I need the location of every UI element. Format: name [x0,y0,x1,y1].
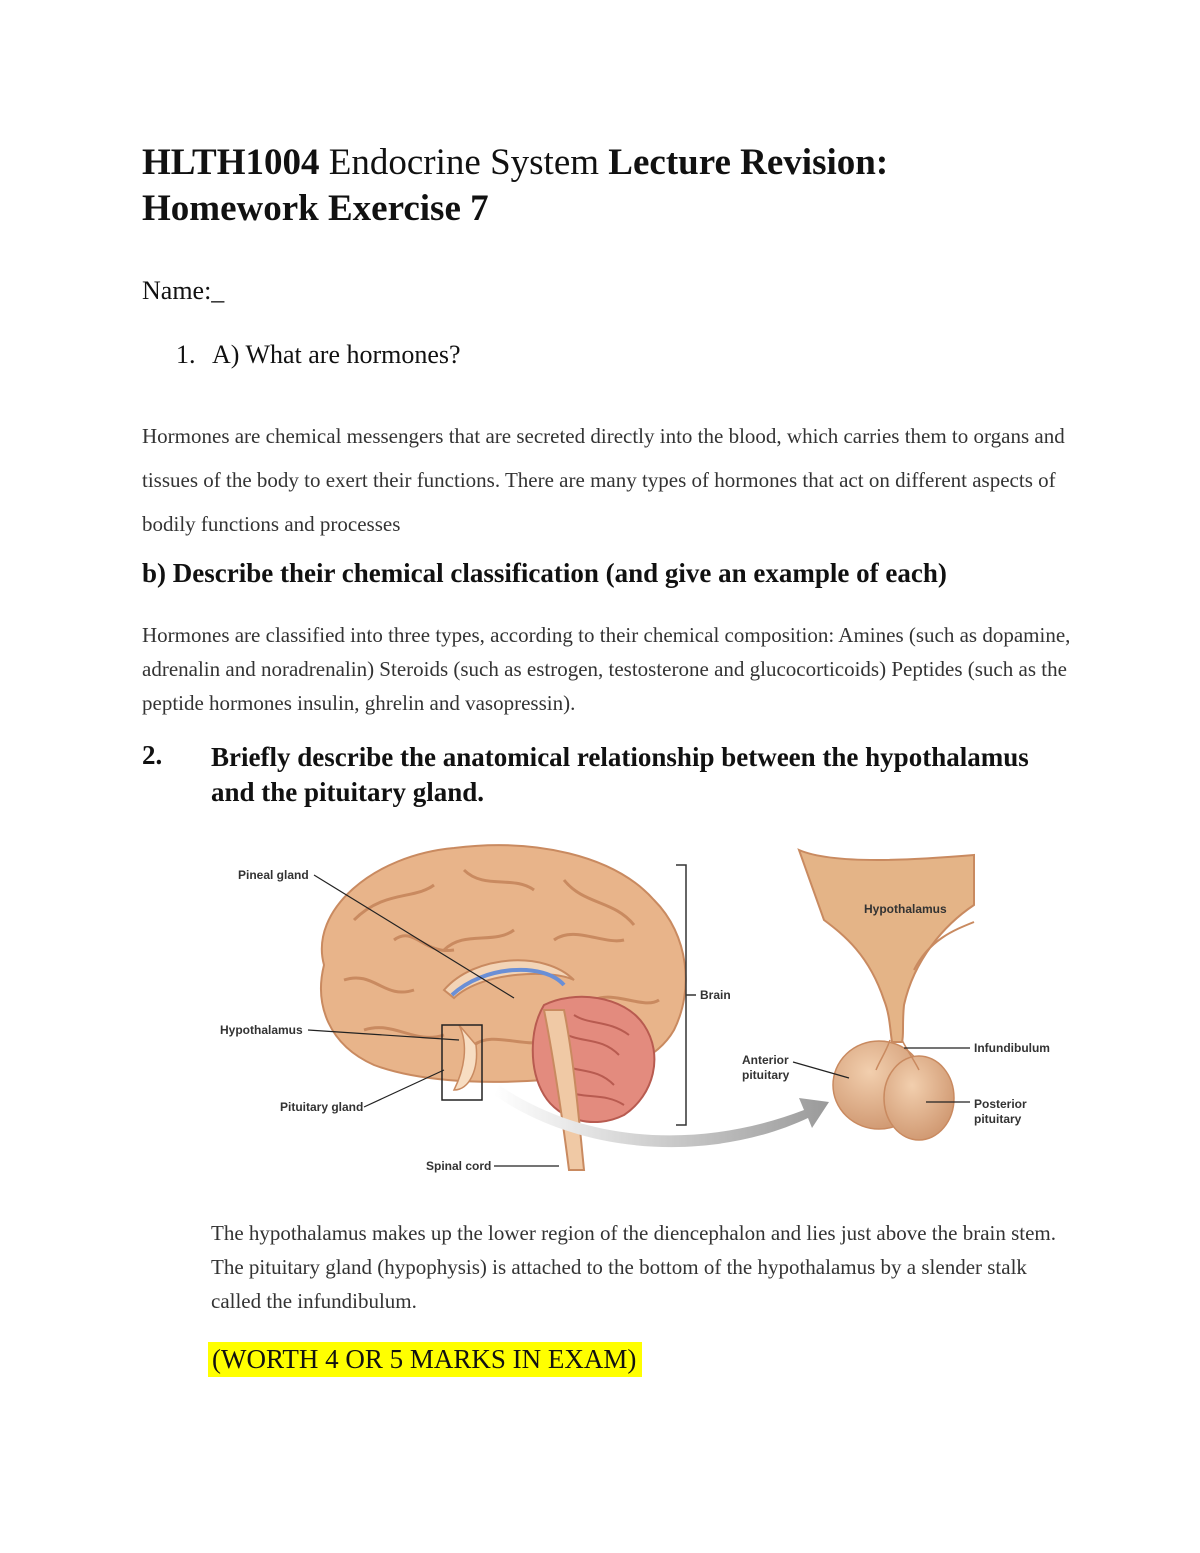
label-anterior: Anterior [742,1053,789,1067]
label-hypothalamus-right: Hypothalamus [864,902,947,916]
page-title [142,140,1102,232]
question-2-number: 2. [142,740,163,770]
answer-1a: Hormones are chemical messengers that are secreted directly into the blood, which carries them to organs and tissues of the body to exert their functions. There are many types of hormones that act on different aspects of bodily functions and processes [142,424,1065,536]
course-code: HLTH1004 [142,142,320,183]
question-1-text: A) What are hormones? [212,340,461,369]
question-1-number: 1. [176,340,196,369]
question-1b: b) Describe their chemical classification (and give an example of each) [142,558,947,588]
label-brain: Brain [700,988,731,1002]
title-part1: Lecture Revision: [608,142,889,183]
brain-illustration [321,845,686,1170]
label-posterior: Posterior [974,1097,1027,1111]
name-field-label: Name:_ [142,276,225,305]
question-1 [176,340,461,370]
question-2-text: Briefly describe the anatomical relationship between the hypothalamus and the pituitary gland. [211,742,1029,807]
label-hypothalamus-left: Hypothalamus [220,1023,303,1037]
exam-marks-note: (WORTH 4 OR 5 MARKS IN EXAM) [208,1342,642,1377]
pituitary-illustration [799,850,974,1140]
brain-pituitary-figure [214,830,1074,1190]
title-topic: Endocrine System [319,142,609,183]
answer-2: The hypothalamus makes up the lower region of the diencephalon and lies just above the brain stem. The pituitary gland (hypophysis) is attached to the bottom of the hypothalamus by a slender stalk called the infundibulum. [211,1221,1057,1313]
label-pituitary-gland: Pituitary gland [280,1100,364,1114]
answer-1b: Hormones are classified into three types, according to their chemical composition: Amines (such as dopamine, adrenalin and noradrenalin) Steroids (such as estrogen, testosterone and glucocorticoids) Peptides (such as the peptide hormones insulin, ghrelin and vasopressin). [142,623,1071,715]
label-pineal-gland: Pineal gland [238,868,309,882]
label-anterior-pituitary: pituitary [742,1068,790,1082]
label-posterior-pituitary: pituitary [974,1112,1022,1126]
label-infundibulum: Infundibulum [974,1041,1050,1055]
label-spinal-cord: Spinal cord [426,1159,492,1173]
title-part2: Homework Exercise 7 [142,188,489,229]
